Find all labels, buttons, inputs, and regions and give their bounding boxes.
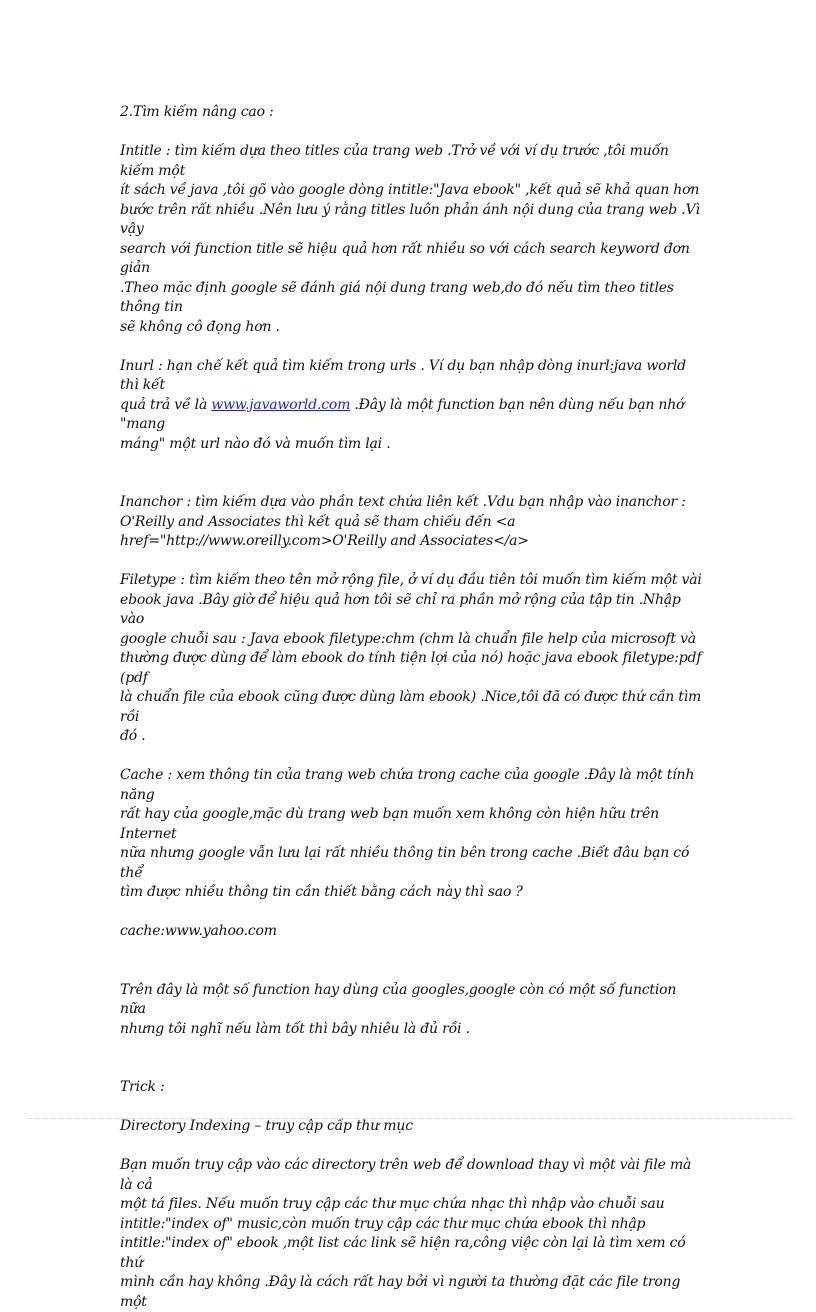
text-line: search với function title sẽ hiệu quả hơn rất nhiều so với cách search keyword đơn giản (120, 240, 690, 276)
text-line: máng" một url nào đó và muốn tìm lại . (120, 435, 391, 452)
paragraph-inurl (120, 357, 705, 455)
text-line: Cache : xem thông tin của trang web chứa trong cache của google .Đây là một tính năng (120, 767, 695, 803)
text-line: ít sách về java ,tôi gõ vào google dòng intitle:"Java ebook" ,kết quả sẽ khả quan hơn (120, 182, 700, 198)
trick-heading: Trick : (120, 1079, 165, 1095)
text-fragment: quả trả về là (120, 396, 212, 413)
text-line: google chuỗi sau : Java ebook filetype:chm (chm là chuẩn file help của microsoft và (120, 630, 696, 647)
paragraph-inanchor (120, 493, 705, 552)
text-line: rất hay của google,mặc dù trang web bạn muốn xem không còn hiện hữu trên Internet (120, 806, 659, 842)
text-line: Filetype : tìm kiếm theo tên mở rộng file, ở ví dụ đầu tiên tôi muốn tìm kiếm một vài (120, 572, 702, 588)
javaworld-link[interactable]: www.javaworld.com (211, 396, 351, 413)
text-line: nữa nhưng google vẫn lưu lại rất nhiều thông tin bên trong cache .Biết đâu bạn có thể (120, 845, 690, 881)
text-line: một tá files. Nếu muốn truy cập các thư mục chứa nhạc thì nhập vào chuỗi sau (120, 1196, 665, 1212)
text-line: O'Reilly and Associates thì kết quả sẽ tham chiếu đến <a (120, 513, 516, 530)
cache-example: cache:www.yahoo.com (120, 923, 277, 939)
text-line: Inanchor : tìm kiếm dựa vào phần text chứa liên kết .Vdu bạn nhập vào inanchor : (120, 494, 686, 510)
text-line: mình cần hay không .Đây là cách rất hay bởi vì người ta thường đặt các file trong một (120, 1274, 681, 1310)
paragraph-summary (120, 981, 705, 1040)
text-line: Inurl : hạn chế kết quả tìm kiếm trong urls . Ví dụ bạn nhập dòng inurl:java world thì kết (120, 357, 686, 393)
text-line (120, 396, 705, 435)
text-line: thường được dùng để làm ebook do tính tiện lợi của nó) hoặc java ebook filetype:pdf (pdf (120, 650, 702, 686)
text-line: ebook java .Bây giờ để hiệu quả hơn tôi sẽ chỉ ra phần mở rộng của tập tin .Nhập vào (120, 591, 681, 627)
text-line: là chuẩn file của ebook cũng được dùng làm ebook) .Nice,tôi đã có được thứ cần tìm rồi (120, 689, 702, 725)
section-heading: 2.Tìm kiếm nâng cao : (120, 104, 274, 120)
text-line: Intitle : tìm kiếm dựa theo titles của trang web .Trở về với ví dụ trước ,tôi muốn kiếm một (120, 143, 669, 179)
text-fragment: .Đây là một function bạn nên dùng nếu bạn nhớ "mang (120, 396, 685, 432)
text-line: href="http://www.oreilly.com>O'Reilly and Associates</a> (120, 533, 529, 549)
text-line: intitle:"index of" music,còn muốn truy cập các thư mục chứa ebook thì nhập (120, 1215, 646, 1232)
paragraph-cache (120, 766, 705, 903)
page-bottom-divider (28, 1118, 794, 1119)
text-line: đó . (120, 728, 146, 744)
text-line: Trên đây là một số function hay dùng của googles,google còn có một số function nữa (120, 981, 677, 1017)
paragraph-directory (120, 1156, 705, 1312)
text-line: intitle:"index of" ebook ,một list các link sẽ hiện ra,công việc còn lại là tìm xem có thứ (120, 1235, 686, 1271)
directory-heading: Directory Indexing – truy cập cấp thư mục (120, 1118, 413, 1134)
paragraph-intitle (120, 142, 705, 337)
text-line: tìm được nhiều thông tin cần thiết bằng cách này thì sao ? (120, 884, 523, 900)
text-line: .Theo mặc định google sẽ đánh giá nội dung trang web,do đó nếu tìm theo titles thông tin (120, 279, 674, 315)
text-line: bước trên rất nhiều .Nên lưu ý rằng titles luôn phản ánh nội dung của trang web .Vì vậy (120, 201, 700, 237)
paragraph-filetype (120, 571, 705, 747)
document-body (120, 103, 705, 1312)
text-line: Bạn muốn truy cập vào các directory trên web để download thay vì một vài file mà là cả (120, 1157, 692, 1193)
text-line: sẽ không cô đọng hơn . (120, 318, 280, 335)
text-line: nhưng tôi nghĩ nếu làm tốt thì bây nhiêu là đủ rồi . (120, 1020, 470, 1037)
